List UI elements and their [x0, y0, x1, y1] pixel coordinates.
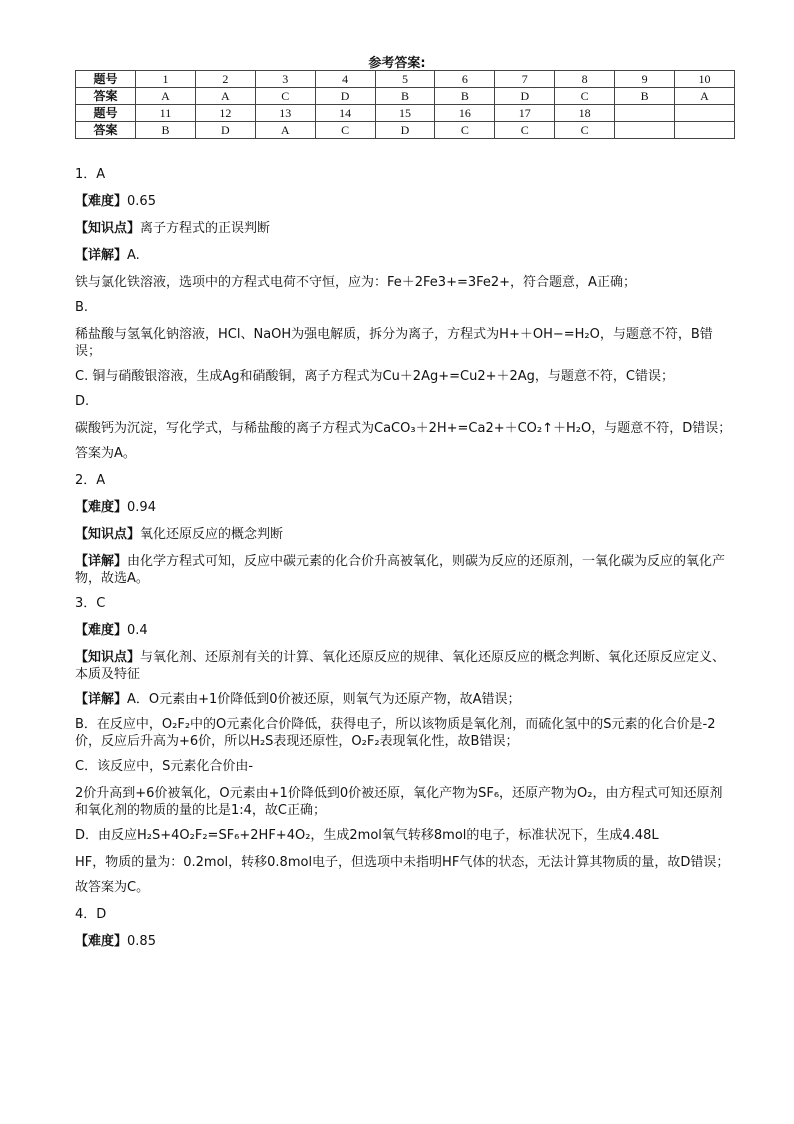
answer-key-row	[76, 122, 735, 139]
answer-cell: C	[555, 122, 615, 139]
answer-cell: C	[315, 122, 375, 139]
q1-knowledge-point	[75, 220, 735, 237]
answer-cell: C	[255, 88, 315, 105]
answer-cell: 1	[136, 71, 196, 88]
q3-option-c-line1: C．该反应中，S元素化合价由-	[75, 759, 254, 774]
answer-cell: 8	[555, 71, 615, 88]
answer-cell: D	[495, 88, 555, 105]
detail-text: A．O元素由+1价降低到0价被还原，则氧气为还原产物，故A错误；	[127, 692, 521, 707]
answer-cell: B	[435, 88, 495, 105]
answer-cell: B	[615, 88, 675, 105]
knowledge-value: 氧化还原反应的概念判断	[140, 527, 284, 542]
answer-cell: A	[255, 122, 315, 139]
answer-cell	[675, 105, 735, 122]
difficulty-value: 0.4	[127, 623, 148, 638]
answer-cell: 6	[435, 71, 495, 88]
q2-heading: 2．A	[75, 473, 106, 488]
knowledge-tag: 【知识点】	[75, 221, 141, 236]
q1-option-b: 稀盐酸与氢氧化钠溶液，HCl、NaOH为强电解质，拆分为离子，方程式为H+＋OH−=H₂O，与题意不符，B错误；	[75, 327, 713, 359]
detail-tag: 【详解】	[75, 554, 128, 569]
answer-cell: D	[195, 122, 255, 139]
explanations	[75, 166, 735, 960]
q3-answer: 故答案为C。	[75, 880, 150, 895]
q1-option-d: 碳酸钙为沉淀，写化学式，与稀盐酸的离子方程式为CaCO₃＋2H+=Ca2+＋CO₂↑＋H₂O，与题意不符，D错误；	[75, 421, 732, 436]
q3-option-b: B．在反应中，O₂F₂中的O元素化合价降低，获得电子，所以该物质是氧化剂，而硫化氢中的S元素的化合价是-2价，反应后升高为+6价，所以H₂S表现还原性，O₂F₂表现氧化性，故B错误；	[75, 717, 716, 749]
q3-difficulty	[75, 622, 735, 639]
answer-cell: 14	[315, 105, 375, 122]
q2-detail	[75, 553, 735, 587]
q1-option-a: 铁与氯化铁溶液，选项中的方程式电荷不守恒，应为：Fe＋2Fe3+=3Fe2+，符合题意，A正确；	[75, 275, 636, 290]
difficulty-tag: 【难度】	[75, 194, 128, 209]
answer-cell: B	[136, 122, 196, 139]
answer-cell: 3	[255, 71, 315, 88]
answer-cell: 16	[435, 105, 495, 122]
answer-cell: 2	[195, 71, 255, 88]
q1-option-d-head: D.	[75, 394, 90, 409]
q3-option-c-line2: 2价升高到+6价被氧化，O元素由+1价降低到0价被还原，氧化产物为SF₆，还原产物为O₂，由方程式可知还原剂和氧化剂的物质的量的比是1:4，故C正确；	[75, 786, 723, 818]
q3-option-d-line2: HF，物质的量为：0.2mol，转移0.8mol电子，但选项中未指明HF气体的状态，无法计算其物质的量，故D错误；	[75, 855, 730, 870]
row-label: 答案	[76, 88, 136, 105]
row-label: 题号	[76, 105, 136, 122]
answer-cell: C	[555, 88, 615, 105]
answer-cell: A	[675, 88, 735, 105]
q1-option-c: C. 铜与硝酸银溶液，生成Ag和硝酸铜，离子方程式为Cu＋2Ag+=Cu2+＋2Ag，与题意不符，C错误；	[75, 369, 674, 384]
answer-key-row	[76, 71, 735, 88]
answer-cell	[615, 105, 675, 122]
difficulty-value: 0.94	[127, 500, 156, 515]
difficulty-value: 0.85	[127, 934, 156, 949]
q1-difficulty	[75, 193, 735, 210]
q2-difficulty	[75, 499, 735, 516]
difficulty-value: 0.65	[127, 194, 156, 209]
answer-cell: 11	[136, 105, 196, 122]
detail-tag: 【详解】	[75, 692, 128, 707]
answer-cell: 15	[375, 105, 435, 122]
answer-key-table	[75, 70, 735, 139]
q1-answer: 答案为A。	[75, 446, 136, 461]
answer-cell: 12	[195, 105, 255, 122]
answer-cell: 4	[315, 71, 375, 88]
answer-key-row	[76, 105, 735, 122]
answer-cell: 13	[255, 105, 315, 122]
answer-key-row	[76, 88, 735, 105]
answer-cell: 18	[555, 105, 615, 122]
q1-detail	[75, 247, 735, 264]
answer-cell: A	[195, 88, 255, 105]
q1-heading: 1．A	[75, 167, 106, 182]
answer-cell: D	[315, 88, 375, 105]
knowledge-tag: 【知识点】	[75, 527, 141, 542]
q4-difficulty	[75, 933, 735, 950]
difficulty-tag: 【难度】	[75, 623, 128, 638]
knowledge-value: 离子方程式的正误判断	[140, 221, 271, 236]
q2-knowledge-point	[75, 526, 735, 543]
answer-cell: 10	[675, 71, 735, 88]
q3-heading: 3．C	[75, 596, 106, 611]
row-label: 答案	[76, 122, 136, 139]
detail-text: 由化学方程式可知，反应中碳元素的化合价升高被氧化，则碳为反应的还原剂，一氧化碳为反应的氧化产物，故选A。	[75, 554, 726, 586]
q3-detail	[75, 691, 735, 708]
answer-cell: C	[435, 122, 495, 139]
answer-cell: D	[375, 122, 435, 139]
answer-cell: 5	[375, 71, 435, 88]
detail-tag: 【详解】	[75, 248, 128, 263]
answer-cell	[615, 122, 675, 139]
knowledge-value: 与氧化剂、还原剂有关的计算、氧化还原反应的规律、氧化还原反应的概念判断、氧化还原反应定义、本质及特征	[75, 650, 726, 682]
row-label: 题号	[76, 71, 136, 88]
difficulty-tag: 【难度】	[75, 500, 128, 515]
detail-text: A.	[127, 248, 140, 263]
answer-cell	[675, 122, 735, 139]
answer-cell: 9	[615, 71, 675, 88]
knowledge-tag: 【知识点】	[75, 650, 141, 665]
q1-option-b-head: B.	[75, 300, 89, 315]
q3-option-d-line1: D．由反应H₂S+4O₂F₂=SF₆+2HF+4O₂，生成2mol氧气转移8mol的电子，标准状况下，生成4.48L	[75, 828, 659, 843]
q4-heading: 4．D	[75, 907, 107, 922]
q3-knowledge-point	[75, 649, 735, 683]
difficulty-tag: 【难度】	[75, 934, 128, 949]
answer-key-title: 参考答案:	[368, 56, 426, 71]
answer-cell: C	[495, 122, 555, 139]
answer-cell: 7	[495, 71, 555, 88]
answer-cell: A	[136, 88, 196, 105]
answer-cell: B	[375, 88, 435, 105]
answer-cell: 17	[495, 105, 555, 122]
